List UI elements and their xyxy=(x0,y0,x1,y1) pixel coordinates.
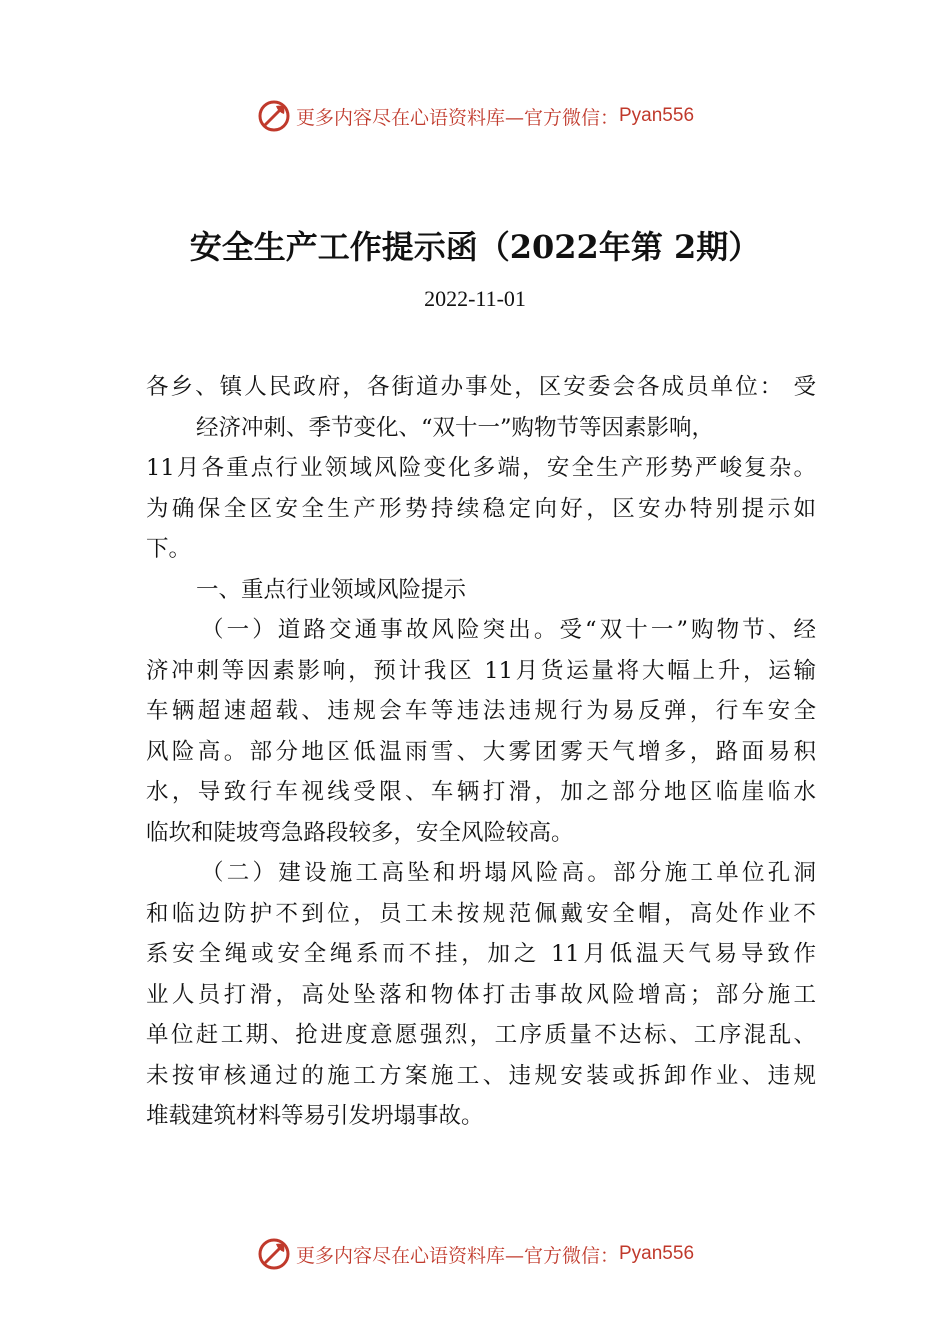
watermark-text: 更多内容尽在心语资料库—官方微信： xyxy=(295,106,619,129)
body-line: 下。 xyxy=(146,536,192,562)
body-line: （二）建设施工高坠和坍塌风险高。部分施工单位孔洞 xyxy=(201,860,816,886)
body-line: （一）道路交通事故风险突出。受“双十一”购物节、经 xyxy=(201,617,816,643)
body-line: 济冲刺等因素影响，预计我区 11月货运量将大幅上升，运输 xyxy=(146,657,816,684)
quill-logo-icon xyxy=(256,98,292,134)
quill-logo-icon xyxy=(256,1236,292,1272)
body-line: 为确保全区安全生产形势持续稳定向好，区安办特别提示如 xyxy=(146,495,816,522)
body-line: 车辆超速超载、违规会车等违法违规行为易反弹，行车安全 xyxy=(146,698,816,724)
body-line: 经济冲刺、季节变化、“双十一”购物节等因素影响， xyxy=(196,414,715,441)
document-body xyxy=(146,367,816,1137)
watermark-wechat-id: Pyan556 xyxy=(619,105,695,126)
document-date: 2022-11-01 xyxy=(424,286,526,311)
body-line: 未按审核通过的施工方案施工、违规安装或拆卸作业、违规 xyxy=(146,1062,816,1089)
body-line: 临坎和陡坡弯急路段较多，安全风险较高。 xyxy=(146,819,574,846)
body-line: 堆载建筑材料等易引发坍塌事故。 xyxy=(146,1103,484,1129)
body-line: 系安全绳或安全绳系而不挂，加之 11月低温天气易导致作 xyxy=(146,941,816,967)
body-line: 11月各重点行业领域风险变化多端，安全生产形势严峻复杂。 xyxy=(146,455,816,481)
watermark-text: 更多内容尽在心语资料库—官方微信： xyxy=(295,1244,619,1267)
body-line: 风险高。部分地区低温雨雪、大雾团雾天气增多，路面易积 xyxy=(146,738,816,765)
body-line: 业人员打滑，高处坠落和物体打击事故风险增高；部分施工 xyxy=(146,981,816,1008)
body-line: 水，导致行车视线受限、车辆打滑，加之部分地区临崖临水 xyxy=(146,779,816,805)
watermark-wechat-id: Pyan556 xyxy=(619,1243,695,1264)
document-title: 安全生产工作提示函（2022年第 2期） xyxy=(189,228,761,266)
watermark-banner-top xyxy=(0,94,950,138)
body-line: 单位赶工期、抢进度意愿强烈，工序质量不达标、工序混乱、 xyxy=(146,1022,816,1048)
section-heading: 一、重点行业领域风险提示 xyxy=(196,576,467,603)
watermark-banner-bottom xyxy=(0,1232,950,1276)
body-line: 和临边防护不到位，员工未按规范佩戴安全帽，高处作业不 xyxy=(146,900,816,927)
body-line: 各乡、镇人民政府，各街道办事处，区安委会各成员单位： 受 xyxy=(146,374,816,400)
